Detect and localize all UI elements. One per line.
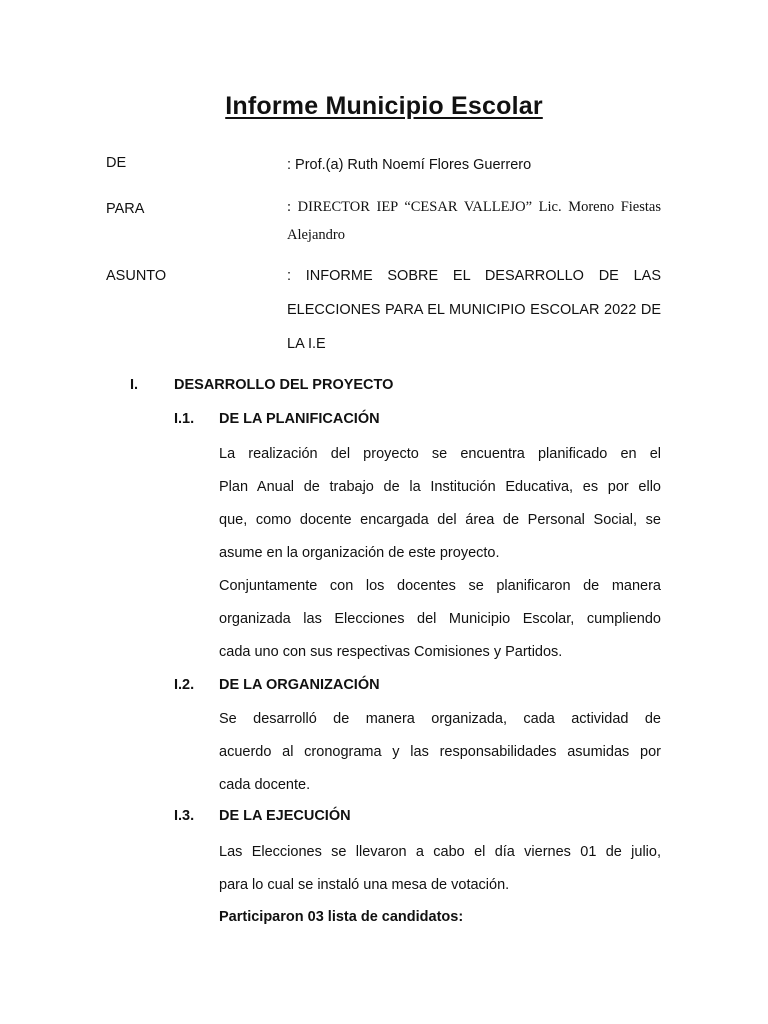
subsection-3-number: I.3.	[174, 808, 195, 824]
paragraph-line: para lo cual se instaló una mesa de votación.	[219, 877, 510, 893]
para-value-line2: Alejandro	[287, 227, 345, 243]
paragraph-line: La realización del proyecto se encuentra planificado en el	[219, 446, 661, 462]
paragraph-line: Se desarrolló de manera organizada, cada actividad de	[219, 711, 661, 727]
para-value	[287, 197, 661, 245]
paragraph-line: Las Elecciones se llevaron a cabo el día viernes 01 de julio,	[219, 844, 661, 860]
asunto-value	[287, 266, 661, 368]
asunto-line-3: LA I.E	[287, 336, 326, 352]
paragraph-line: asume en la organización de este proyecto.	[219, 545, 500, 561]
para-value-line1: : DIRECTOR IEP “CESAR VALLEJO” Lic. Moreno Fiestas	[287, 199, 661, 215]
section-number: I.	[130, 377, 139, 393]
paragraph-line: cada uno con sus respectivas Comisiones y Partidos.	[219, 644, 563, 660]
subsection-2-number: I.2.	[174, 677, 195, 693]
paragraph-line: acuerdo al cronograma y las responsabilidades asumidas por	[219, 744, 661, 760]
paragraph-line: cada docente.	[219, 777, 311, 793]
candidates-heading: Participaron 03 lista de candidatos:	[219, 909, 464, 925]
paragraph-line: Conjuntamente con los docentes se planificaron de manera	[219, 578, 661, 594]
paragraph-line: Plan Anual de trabajo de la Institución Educativa, es por ello	[219, 479, 661, 495]
paragraph-line: organizada las Elecciones del Municipio Escolar, cumpliendo	[219, 611, 661, 627]
subsection-3-title: DE LA EJECUCIÓN	[219, 808, 351, 824]
subsection-1-paragraph	[219, 444, 661, 675]
para-label: PARA	[106, 201, 145, 217]
asunto-line-1: : INFORME SOBRE EL DESARROLLO DE LAS	[287, 268, 661, 284]
section-title: DESARROLLO DEL PROYECTO	[174, 377, 394, 393]
de-value: : Prof.(a) Ruth Noemí Flores Guerrero	[287, 157, 532, 173]
document-title: Informe Municipio Escolar	[225, 92, 543, 120]
subsection-1-title: DE LA PLANIFICACIÓN	[219, 411, 380, 427]
asunto-line-2: ELECCIONES PARA EL MUNICIPIO ESCOLAR 2022 DE	[287, 302, 661, 318]
subsection-1-number: I.1.	[174, 411, 195, 427]
asunto-label: ASUNTO	[106, 268, 167, 284]
subsection-2-paragraph	[219, 709, 661, 808]
paragraph-line: que, como docente encargada del área de Personal Social, se	[219, 512, 661, 528]
subsection-3-paragraph	[219, 842, 661, 908]
subsection-2-title: DE LA ORGANIZACIÓN	[219, 677, 380, 693]
de-label: DE	[106, 155, 127, 171]
